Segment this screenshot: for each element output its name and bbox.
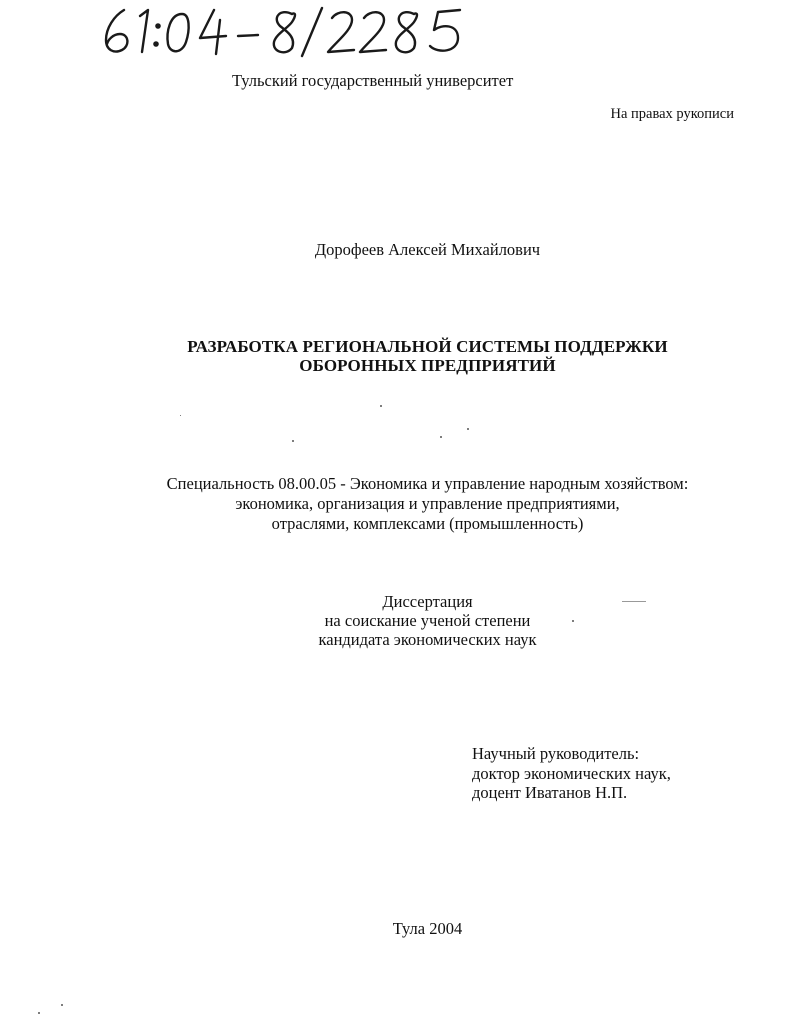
degree-line: кандидата экономических наук bbox=[318, 630, 537, 649]
handwritten-archive-number-drawing bbox=[96, 2, 496, 58]
city-and-year: Тула 2004 bbox=[392, 919, 463, 938]
scan-speck bbox=[467, 428, 469, 430]
dissertation-title bbox=[0, 337, 793, 375]
degree-line: на соискание ученой степени bbox=[324, 611, 531, 630]
scan-speck bbox=[380, 405, 382, 407]
scan-speck bbox=[180, 415, 181, 416]
degree-block bbox=[0, 592, 793, 649]
scan-speck bbox=[292, 440, 294, 442]
specialty-line: экономика, организация и управление предприятиями, bbox=[235, 494, 620, 513]
specialty-line: Специальность 08.00.05 - Экономика и управление народным хозяйством: bbox=[166, 474, 689, 493]
degree-line: Диссертация bbox=[382, 592, 473, 611]
specialty-block bbox=[0, 474, 793, 534]
supervisor-line: доцент Иватанов Н.П. bbox=[472, 783, 628, 802]
supervisor-line: доктор экономических наук, bbox=[472, 763, 671, 783]
manuscript-rights-note: На правах рукописи bbox=[610, 106, 734, 122]
scan-speck bbox=[440, 436, 442, 438]
supervisor-line: Научный руководитель: bbox=[472, 744, 640, 763]
scan-speck bbox=[38, 1012, 40, 1014]
scan-speck bbox=[61, 1004, 63, 1006]
university-name: Тульский государственный университет bbox=[232, 71, 514, 90]
specialty-line: отраслями, комплексами (промышленность) bbox=[271, 514, 584, 533]
title-line: ОБОРОННЫХ ПРЕДПРИЯТИЙ bbox=[299, 356, 556, 375]
supervisor-block bbox=[472, 744, 671, 803]
scan-speck bbox=[622, 601, 646, 602]
scan-speck bbox=[572, 620, 574, 622]
author-name: Дорофеев Алексей Михайлович bbox=[314, 240, 541, 259]
handwritten-archive-number bbox=[96, 2, 496, 58]
title-line: РАЗРАБОТКА РЕГИОНАЛЬНОЙ СИСТЕМЫ ПОДДЕРЖКИ bbox=[187, 337, 668, 356]
